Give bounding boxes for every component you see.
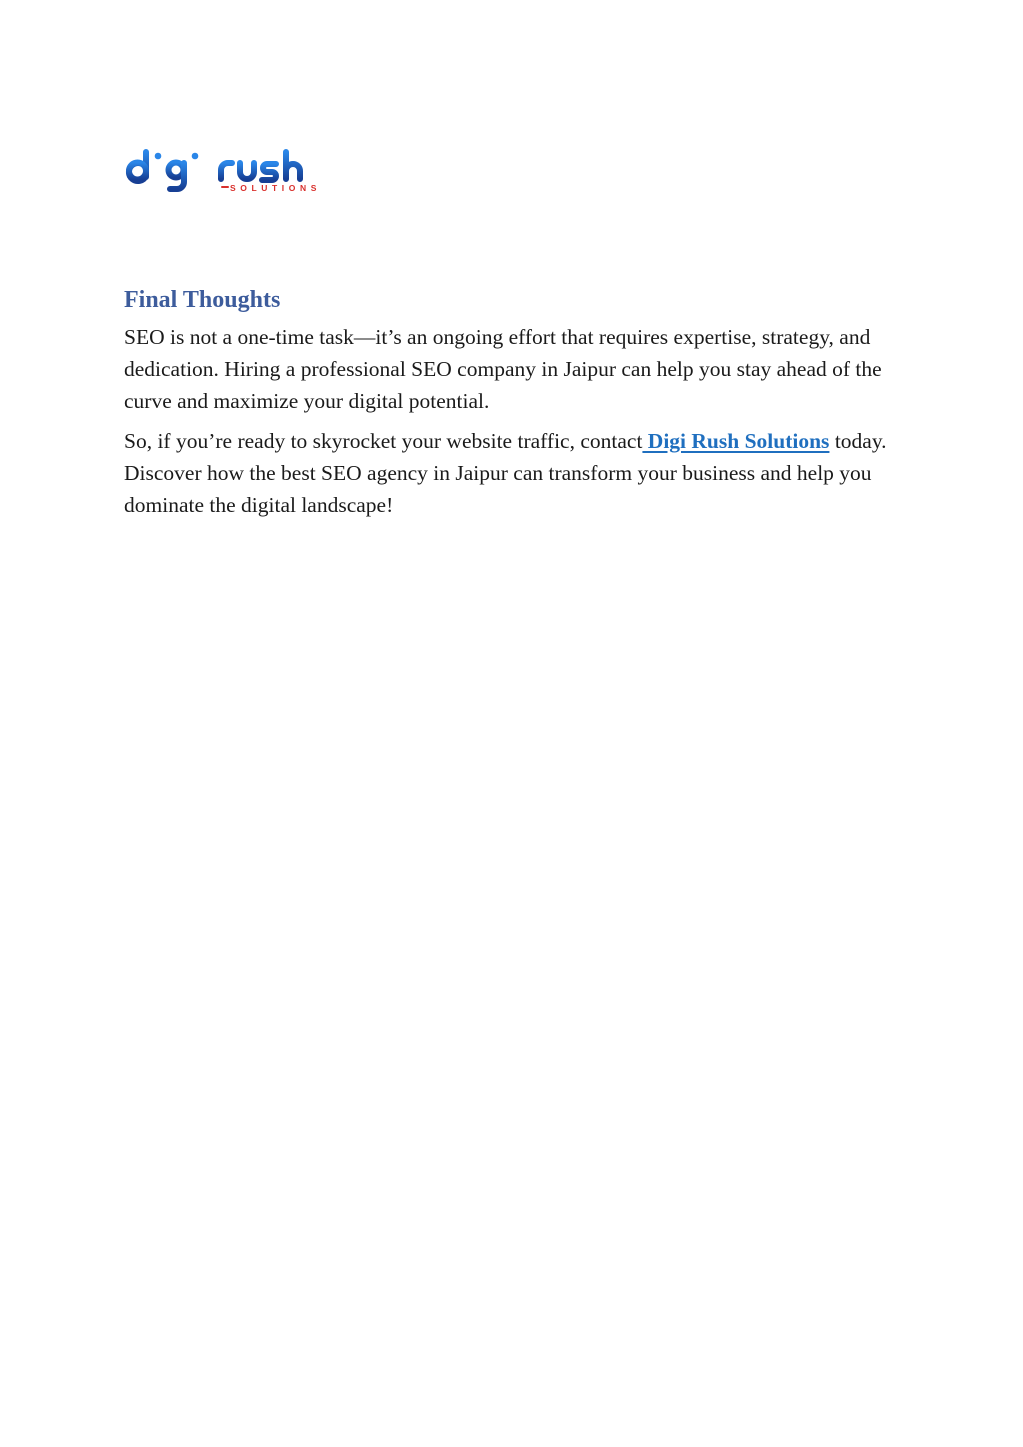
final-thoughts-section: [124, 284, 904, 521]
paragraph-1: SEO is not a one-time task—it’s an ongoing effort that requires expertise, strategy, and dedication. Hiring a professional SEO company in Jaipur can help you stay ahead of the curve and maximize your digital potential.: [124, 325, 882, 413]
logo-graphic: [124, 146, 344, 198]
digi-rush-logo: [124, 146, 344, 198]
section-heading: Final Thoughts: [124, 287, 281, 313]
digi-rush-solutions-link[interactable]: Digi Rush Solutions: [642, 429, 830, 453]
paragraph-2: [124, 425, 904, 521]
paragraph-2-text-before-link: So, if you’re ready to skyrocket your website traffic, contact: [124, 429, 643, 453]
logo-tagline: SOLUTIONS: [230, 183, 321, 193]
paragraph-2-text-after-link: today. Discover how the best SEO agency in Jaipur can transform your business and help you dominate the digital landscape!: [124, 429, 887, 517]
